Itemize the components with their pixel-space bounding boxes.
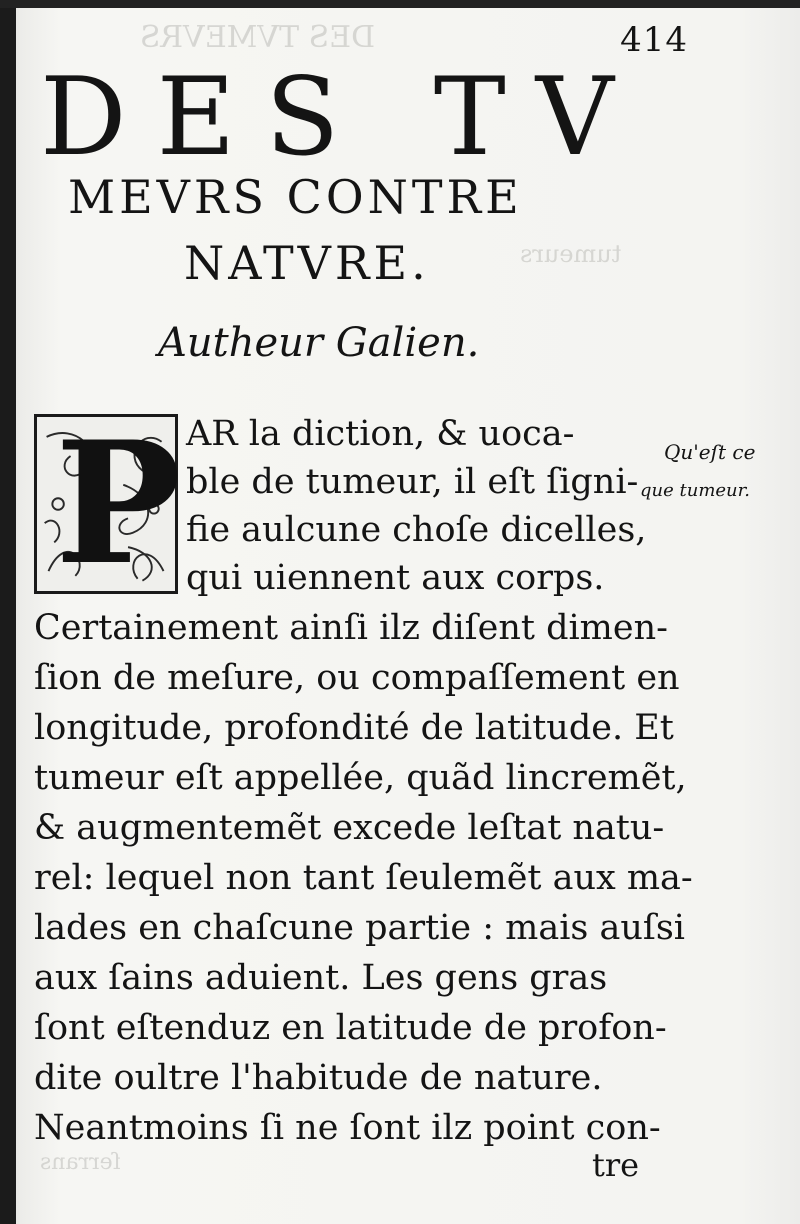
chapter-title-line-3: NATVRE.	[184, 236, 430, 290]
bleed-through-text: ſerrans	[40, 1150, 121, 1175]
bleed-through-text: tumeurs	[520, 240, 622, 268]
text-line: Certainement ainſi ilz diſent dimen-	[34, 608, 668, 648]
author-line: Autheur Galien.	[158, 320, 480, 366]
binding-shadow	[0, 0, 16, 1224]
text-line: dite oultre l'habitude de nature.	[34, 1058, 603, 1098]
page-number: 414	[620, 20, 688, 60]
text-line: rel: lequel non tant ſeulemẽt aux ma-	[34, 858, 693, 898]
bleed-through-text: DES TVMEVRS	[140, 20, 376, 55]
margin-note: que tumeur.	[640, 480, 750, 501]
text-line: longitude, profondité de latitude. Et	[34, 708, 674, 748]
decorated-initial	[34, 404, 182, 602]
chapter-title-line-1: DES TV	[40, 55, 644, 180]
text-line: Neantmoins ſi ne ſont ilz point con-	[34, 1108, 661, 1148]
text-line: ſion de meſure, ou compaſſement en	[34, 658, 680, 698]
text-line: tumeur eſt appellée, quãd lincremẽt,	[34, 758, 687, 798]
text-line: lades en chaſcune partie : mais auſsi	[34, 908, 686, 948]
text-line: ble de tumeur, il eſt ſigni-	[186, 462, 639, 502]
text-line: AR la diction, & uoca-	[186, 414, 575, 454]
drop-cap-letter: P	[55, 404, 182, 602]
text-line: & augmentemẽt excede leſtat natu-	[34, 808, 665, 848]
text-line: qui uiennent aux corps.	[186, 558, 605, 598]
text-line: aux ſains aduient. Les gens gras	[34, 958, 608, 998]
chapter-title-line-2: MEVRS CONTRE	[68, 170, 523, 224]
catchword: tre	[592, 1146, 640, 1184]
margin-note: Qu'eſt ce	[664, 440, 756, 464]
text-line: fie aulcune choſe dicelles,	[186, 510, 647, 550]
text-line: ſont eſtenduz en latitude de profon-	[34, 1008, 667, 1048]
page-top-edge	[0, 0, 800, 8]
